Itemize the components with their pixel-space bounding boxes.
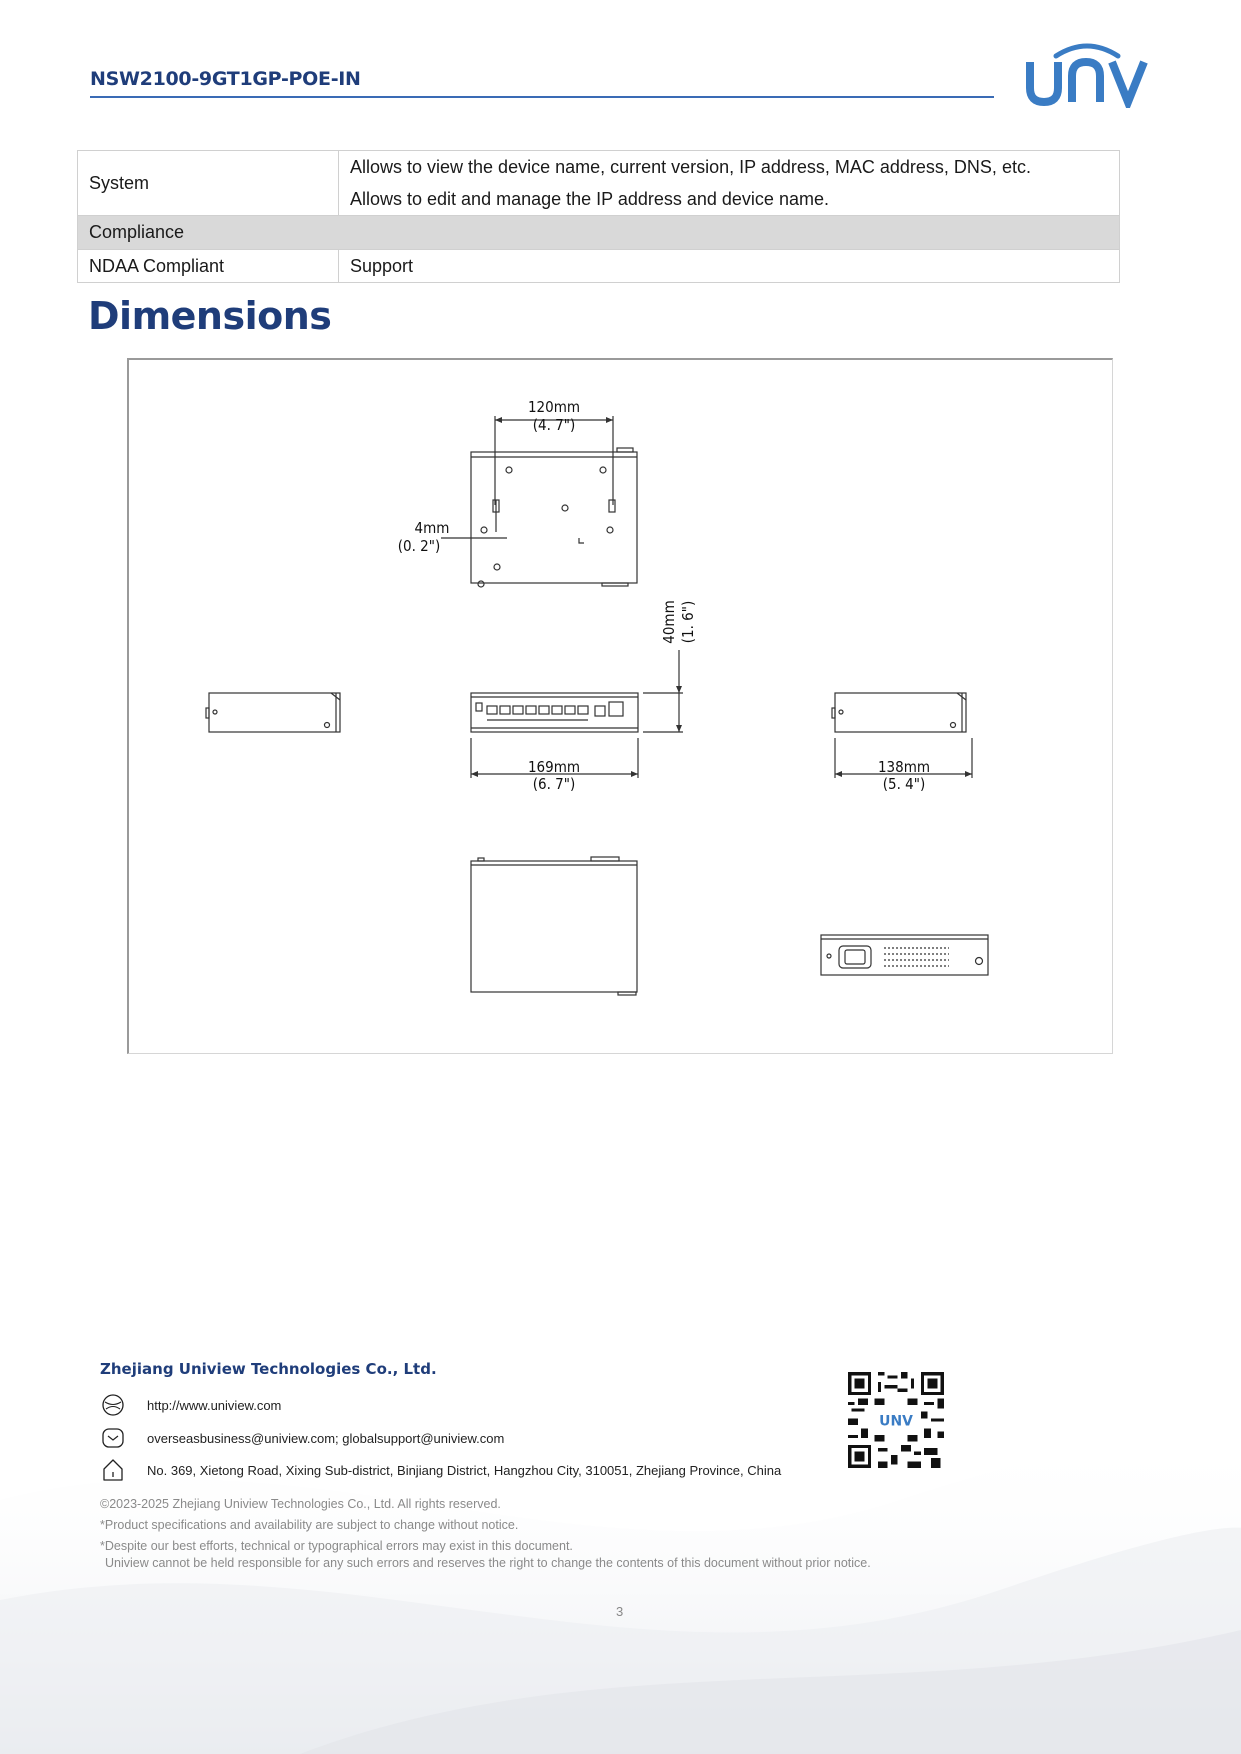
left-side-view-drawing	[206, 693, 340, 732]
depth-mm-label: 138mm	[877, 758, 931, 776]
ndaa-label: NDAA Compliant	[78, 250, 339, 283]
system-label: System	[78, 151, 339, 216]
company-name: Zhejiang Uniview Technologies Co., Ltd.	[100, 1360, 437, 1378]
depth-in-label: (5. 4")	[882, 775, 926, 793]
width-in-label: (4. 7")	[532, 416, 576, 434]
address-line	[100, 1457, 781, 1483]
ndaa-value: Support	[339, 250, 1120, 283]
company-address: No. 369, Xietong Road, Xixing Sub-district, Binjiang District, Hangzhou City, 310051, Zhejiang Province, China	[147, 1462, 782, 1478]
compliance-section-label: Compliance	[78, 216, 1120, 250]
table-row	[78, 151, 1120, 216]
system-line-2: Allows to edit and manage the IP address and device name.	[350, 189, 829, 209]
spec-table	[77, 150, 1120, 283]
rear-view-drawing	[821, 935, 988, 975]
email-icon	[100, 1425, 126, 1451]
qr-code	[848, 1372, 944, 1468]
height-in-label: (1. 6")	[679, 600, 697, 644]
system-line-1: Allows to view the device name, current version, IP address, MAC address, DNS, etc.	[350, 157, 1031, 177]
email-addresses[interactable]: overseasbusiness@uniview.com; globalsupport@uniview.com	[147, 1430, 505, 1446]
website-line	[100, 1392, 281, 1418]
qr-logo-text: UNV	[879, 1413, 913, 1430]
header-rule	[90, 96, 994, 98]
spec-change-notice: *Product specifications and availability are subject to change without notice.	[100, 1518, 519, 1532]
top-cover-view-drawing	[471, 857, 637, 995]
width-mm-label: 120mm	[527, 398, 581, 416]
table-row	[78, 250, 1120, 283]
document-model-title: NSW2100-9GT1GP-POE-IN	[90, 68, 361, 90]
margin-mm-label: 4mm	[414, 519, 450, 537]
height-mm-label: 40mm	[660, 600, 678, 644]
margin-in-label: (0. 2")	[397, 537, 441, 555]
website-link[interactable]: http://www.uniview.com	[147, 1397, 282, 1413]
bottom-view-drawing	[441, 416, 637, 587]
liability-notice: Uniview cannot be held responsible for any such errors and reserves the right to change the contents of this document without prior notice.	[105, 1556, 871, 1570]
length-mm-label: 169mm	[527, 758, 581, 776]
copyright-text: ©2023-2025 Zhejiang Uniview Technologies Co., Ltd. All rights reserved.	[100, 1497, 501, 1511]
errors-notice: *Despite our best efforts, technical or typographical errors may exist in this document.	[100, 1539, 573, 1553]
email-line	[100, 1425, 504, 1451]
page-number: 3	[616, 1604, 624, 1619]
globe-icon	[100, 1392, 126, 1418]
dimensions-heading: Dimensions	[88, 294, 332, 338]
home-icon	[100, 1457, 126, 1483]
section-header-row	[78, 216, 1120, 250]
system-description	[339, 151, 1120, 216]
dimension-drawing-frame	[127, 358, 1113, 1054]
unv-logo	[1026, 40, 1148, 108]
dimension-drawing	[129, 360, 1113, 1054]
length-in-label: (6. 7")	[532, 775, 576, 793]
